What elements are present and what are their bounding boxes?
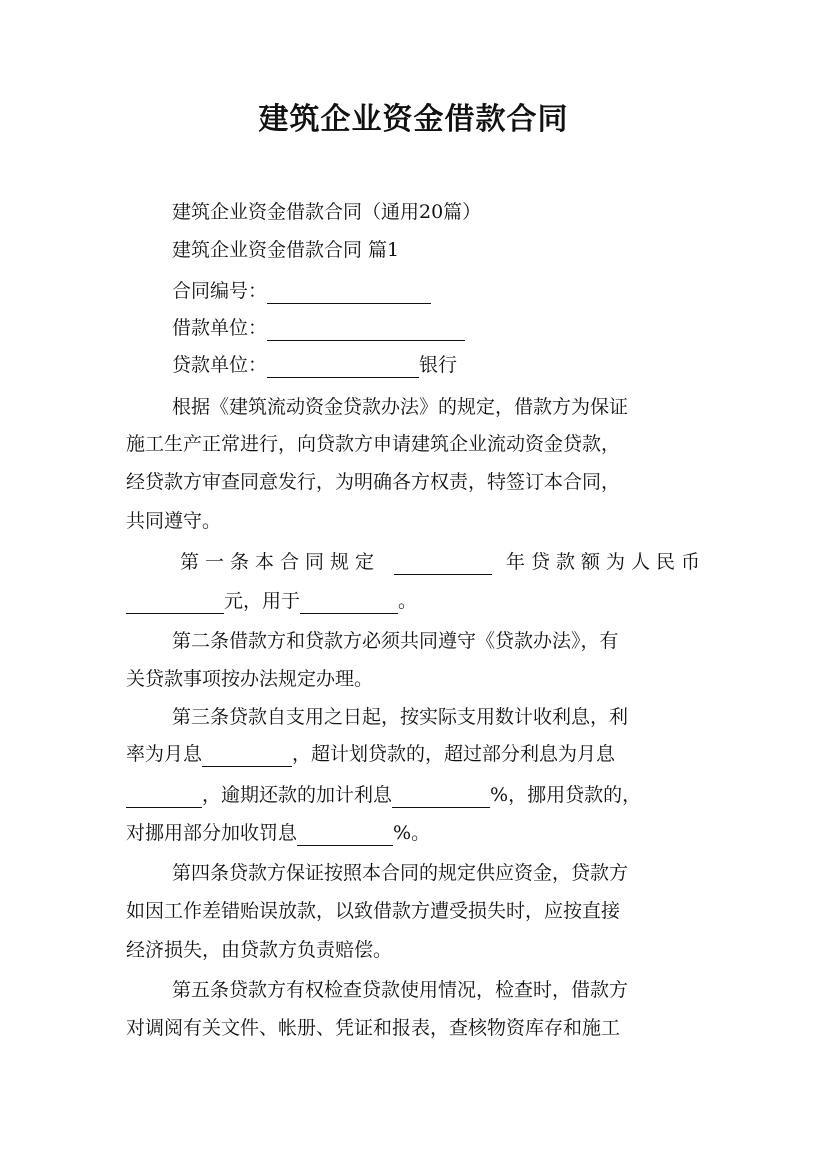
contract-number-label: 合同编号： [172, 280, 268, 302]
article3-line-3 [126, 782, 706, 808]
article4-line-2: 如因工作差错贻误放款，以致借款方遭受损失时，应按直接 [126, 900, 621, 922]
article3-penalty-blank [297, 825, 393, 846]
article3-over-plan-rate-blank [126, 787, 202, 808]
article4-line-1: 第四条贷款方保证按照本合同的规定供应资金，贷款方 [172, 862, 629, 884]
intro-line-2: 施工生产正常进行，向贷款方申请建筑企业流动资金贷款， [126, 433, 621, 455]
article3-line-4 [126, 820, 706, 846]
lender-blank [267, 357, 419, 378]
article5-line-1: 第五条贷款方有权检查贷款使用情况，检查时，借款方 [172, 979, 629, 1001]
section-heading: 建筑企业资金借款合同 篇1 [172, 239, 400, 261]
article3-penalty-label: 对挪用部分加收罚息 [126, 822, 298, 844]
article5-line-2: 对调阅有关文件、帐册、凭证和报表，查核物资库存和施工 [126, 1017, 621, 1039]
article3-over-plan-text: ，超计划贷款的，超过部分利息为月息 [292, 743, 616, 765]
borrower-field [172, 315, 706, 341]
bank-suffix: 银行 [419, 354, 458, 376]
article1-line-1 [180, 549, 706, 575]
intro-line-3: 经贷款方审查同意发行，为明确各方权责，特签订本合同， [126, 471, 621, 493]
article1-end-punctuation: 。 [398, 590, 418, 612]
article1-start: 第一条本合同规定 [180, 551, 381, 573]
article1-amount-blank [126, 593, 224, 614]
article1-purpose-label: 元，用于 [224, 590, 301, 612]
article3-line-2 [126, 741, 706, 767]
article1-amount-label: 年贷款额为人民币 [505, 551, 706, 573]
article1-line-2 [126, 588, 706, 614]
article3-monthly-rate-blank [202, 746, 292, 767]
document-subtitle: 建筑企业资金借款合同（通用20篇） [172, 201, 482, 223]
article2-line-2: 关贷款事项按办法规定办理。 [126, 668, 374, 690]
article3-overdue-text: ，逾期还款的加计利息 [202, 784, 393, 806]
article3-monthly-rate-label: 率为月息 [126, 743, 203, 765]
article4-line-3: 经济损失，由贷款方负责赔偿。 [126, 939, 393, 961]
article2-line-1: 第二条借款方和贷款方必须共同遵守《贷款办法》，有 [172, 630, 619, 652]
page-title: 建筑企业资金借款合同 [258, 102, 569, 137]
intro-line-1: 根据《建筑流动资金贷款办法》的规定，借款方为保证 [172, 396, 629, 418]
article1-purpose-blank [300, 593, 398, 614]
article3-penalty-end: %。 [393, 822, 431, 844]
article3-misuse-text: %，挪用贷款的， [490, 784, 642, 806]
contract-number-field [172, 278, 706, 304]
borrower-blank [267, 320, 465, 341]
article1-year-blank [394, 554, 492, 575]
intro-line-4: 共同遵守。 [126, 510, 222, 532]
article3-line-1: 第三条贷款自支用之日起，按实际支用数计收利息，利 [172, 706, 629, 728]
borrower-label: 借款单位： [172, 317, 268, 339]
article3-overdue-rate-blank [392, 787, 490, 808]
lender-field [172, 352, 706, 378]
lender-label: 贷款单位： [172, 354, 268, 376]
contract-number-blank [267, 283, 431, 304]
